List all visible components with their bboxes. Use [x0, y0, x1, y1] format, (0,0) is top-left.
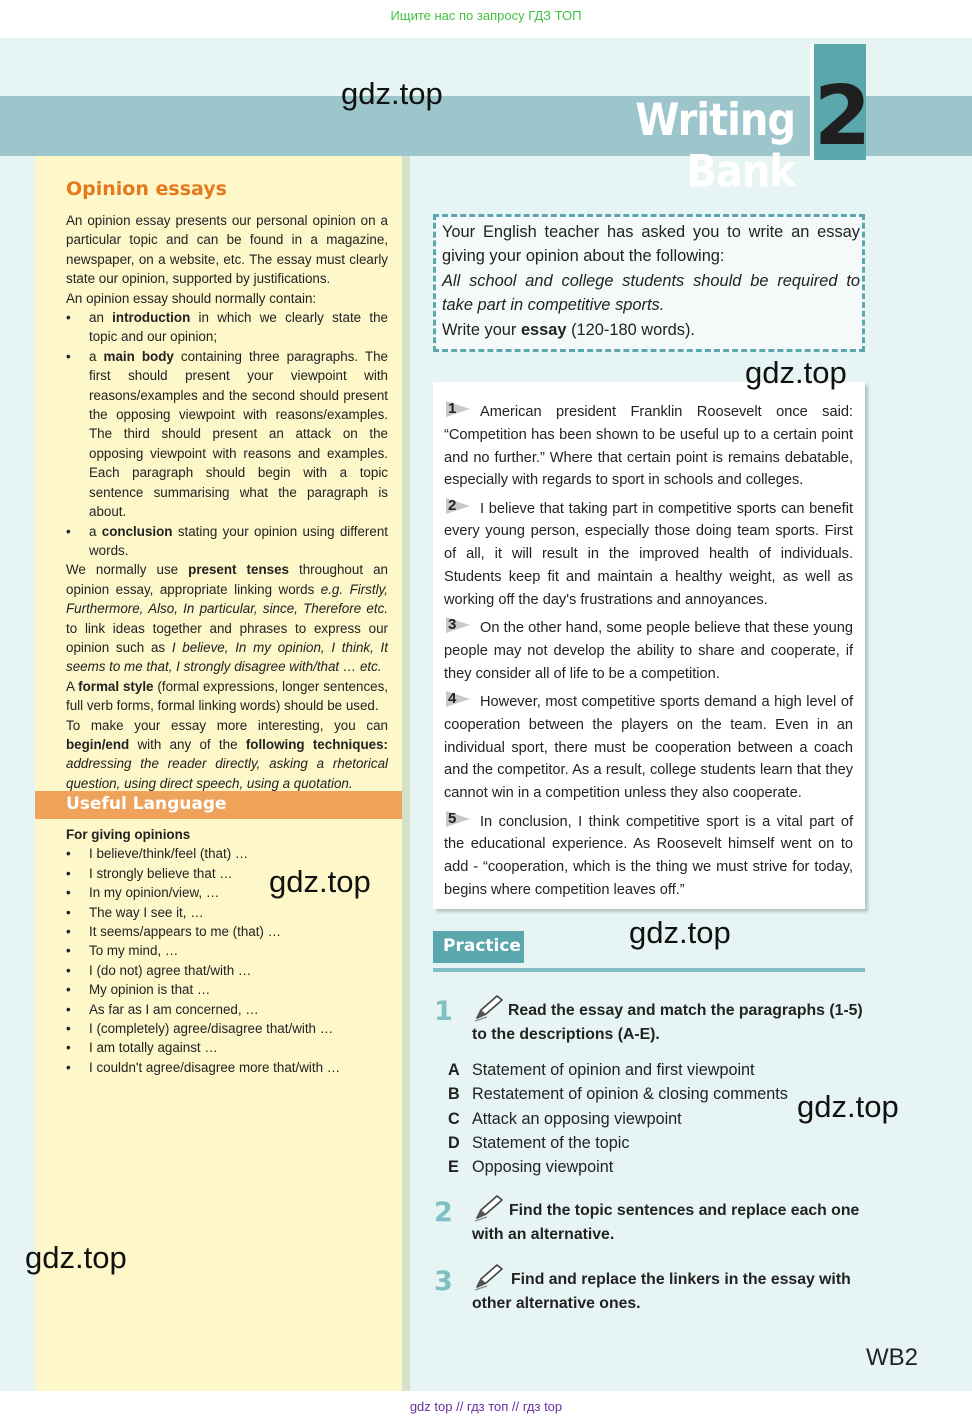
- task-quote: All school and college students should be required to take part in competitive sports.: [442, 271, 860, 315]
- exercise-number: 3: [434, 1266, 453, 1297]
- exercise-number: 1: [434, 996, 453, 1027]
- list-item: • It seems/appears to me (that) …: [66, 922, 396, 941]
- top-promo-note[interactable]: Ищите нас по запросу ГДЗ ТОП: [390, 8, 582, 23]
- tenses-paragraph: We normally use present tenses throughout an opinion essay, appropriate linking words e.g. Firstly, Furthermore, Also, In particular, since, Therefore etc. to link ideas together and phrases to express our opinion such as I believe, In my opinion, I think, It seems to me that, I strongly disagree with/that … etc.: [66, 562, 388, 675]
- list-item: C Attack an opposing viewpoint: [448, 1109, 682, 1128]
- exercise-instruction: Find the topic sentences and replace each one with an alternative.: [472, 1202, 860, 1243]
- paragraph-number-marker: 4: [444, 690, 470, 708]
- exercise-instruction: Find and replace the linkers in the essay with other alternative ones.: [472, 1271, 851, 1312]
- list-item: • I am totally against …: [66, 1038, 396, 1057]
- footer-links[interactable]: gdz top // гдз топ // гдз top: [409, 1399, 563, 1414]
- useful-language-heading: Useful Language: [66, 794, 227, 814]
- list-item: • I believe/think/feel (that) …: [66, 844, 396, 863]
- paragraph-number-marker: 1: [444, 400, 470, 418]
- practice-label: Practice: [443, 936, 521, 956]
- watermark: gdz.top: [629, 915, 731, 950]
- task-instruction: Your English teacher has asked you to write an essay giving your opinion about the following:: [442, 223, 860, 266]
- contain-line: An opinion essay should normally contain:: [66, 290, 317, 306]
- paragraph-number-marker: 5: [444, 810, 470, 828]
- list-item: • I strongly believe that …: [66, 864, 396, 883]
- structure-list: [66, 308, 388, 560]
- list-item: • a main body containing three paragraphs. The first should present your viewpoint with reasons/examples and the second should present the opposing viewpoint with reasons/examples. The third should present an attack on the opposing viewpoint with reasons and examples. Each paragraph should begin with a topic sentence summarising what the paragraph is about.: [66, 347, 388, 522]
- list-item: • To my mind, …: [66, 941, 396, 960]
- section-number: 2: [814, 69, 872, 164]
- paragraph-number-marker: 2: [444, 497, 470, 515]
- list-item: E Opposing viewpoint: [448, 1158, 614, 1177]
- watermark: gdz.top: [25, 1240, 127, 1275]
- paragraph-number-marker: 3: [444, 616, 470, 634]
- list-item: • I (do not) agree that/with …: [66, 961, 396, 980]
- essay-paragraph: 2 I believe that taking part in competitive sports can benefit every young person, especially those doing team sports. First of all, it will result in the improved health of individuals. Students keep fit and maintain a healthy weight, as well as working off the day's frustrations and annoyances.: [444, 496, 853, 608]
- list-item: • an introduction in which we clearly state the topic and our opinion;: [66, 308, 388, 347]
- essay-paragraph: 3 On the other hand, some people believe that these young people may not develop the ability to share and cooperate, if they consider all of life to be a competition.: [444, 616, 853, 682]
- essay-paragraph: 4 However, most competitive sports demand a high level of cooperation between the players on the team. Even in an individual sport, there must be cooperation between a coach and the competitor. As a result, college students learn that they cannot win in a competition unless they also cooperate.: [444, 690, 853, 802]
- list-item: B Restatement of opinion & closing comments: [448, 1085, 788, 1104]
- useful-language-bar: [35, 791, 402, 819]
- practice-divider: [433, 968, 865, 972]
- useful-language-subheading: For giving opinions: [66, 827, 191, 842]
- task-text: [442, 220, 860, 342]
- watermark: gdz.top: [341, 76, 443, 111]
- section-number-box: [810, 44, 872, 164]
- techniques-paragraph: To make your essay more interesting, you can begin/end with any of the following techniques: addressing the reader directly, asking a rhetorical question, using direct speech, using a quotation.: [66, 717, 388, 791]
- list-item: • I (completely) agree/disagree that/with …: [66, 1019, 396, 1038]
- list-item: • As far as I am concerned, …: [66, 1000, 396, 1019]
- list-item: • In my opinion/view, …: [66, 883, 396, 902]
- watermark: gdz.top: [797, 1089, 899, 1124]
- useful-language-list: [66, 825, 396, 1077]
- list-item: D Statement of the topic: [448, 1133, 630, 1152]
- opinion-essays-body: [66, 211, 388, 793]
- page-title: Writing Bank: [635, 94, 795, 198]
- watermark: gdz.top: [745, 355, 847, 390]
- task-word-count: Write your essay (120-180 words).: [442, 320, 695, 339]
- list-item: • The way I see it, …: [66, 903, 396, 922]
- page-number: WB2: [866, 1344, 919, 1371]
- intro-paragraph: An opinion essay presents our personal opinion on a particular topic and can be found in a magazine, newspaper, on a website, etc. The essay must clearly state our opinion, supported by justifications.: [66, 213, 388, 287]
- list-item: • a conclusion stating your opinion using different words.: [66, 522, 388, 561]
- list-item: A Statement of opinion and first viewpoint: [448, 1061, 755, 1079]
- essay-paragraph: 5 In conclusion, I think competitive sport is a vital part of the educational experience. As Roosevelt himself went on to add - “cooperation, which is the thing we must strive for today, begins where competition leaves off.”: [444, 809, 853, 898]
- style-paragraph: A formal style (formal expressions, longer sentences, full verb forms, formal linking words) should be used.: [66, 678, 389, 714]
- list-item: • My opinion is that …: [66, 980, 396, 999]
- exercise-instruction: Read the essay and match the paragraphs (1-5) to the descriptions (A-E).: [472, 1002, 863, 1043]
- list-item: • I couldn't agree/disagree more that/with …: [66, 1058, 396, 1077]
- descriptions-list: [448, 1058, 798, 1179]
- practice-tab: [433, 931, 524, 963]
- watermark: gdz.top: [269, 864, 371, 899]
- essay-paragraph: 1 American president Franklin Roosevelt once said: “Competition has been shown to be useful up to a certain point and no further.” Where that certain point is remains debatable, especially with regards to sport in schools and colleges.: [444, 400, 853, 489]
- sidebar-shadow: [402, 156, 410, 1391]
- exercise-number: 2: [434, 1197, 453, 1228]
- model-essay: [444, 400, 853, 906]
- opinion-essays-heading: Opinion essays: [66, 178, 227, 200]
